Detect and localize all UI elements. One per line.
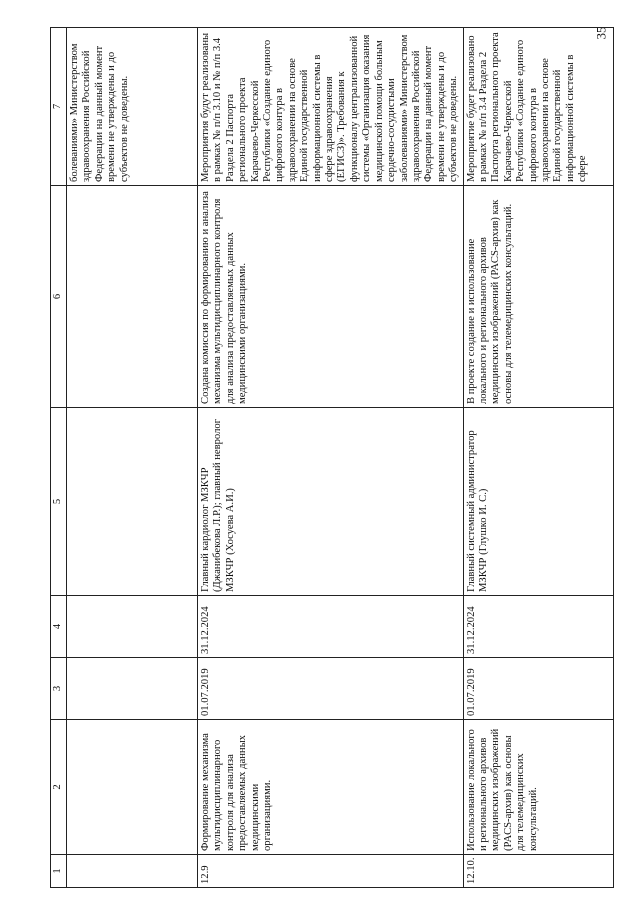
header-col-7: 7 <box>51 28 67 186</box>
header-row <box>51 28 67 888</box>
header-col-1: 1 <box>51 855 67 888</box>
result: Создана комиссия по формированию и анализа механизма мультидисциплинарного контроля для анализа предоставляемых данных медицинскими организациями. <box>198 186 464 408</box>
responsible: Главный кардиолог МЗКЧР (Джанибекова Л.Р.); главный невролог МЗКЧР (Хосуева А.И.) <box>198 408 464 596</box>
rotated-table <box>50 28 615 888</box>
end-date <box>67 596 198 658</box>
start-date: 01.07.2019 <box>463 658 613 720</box>
end-date: 31.12.2024 <box>463 596 613 658</box>
table-row <box>67 28 198 888</box>
result <box>67 186 198 408</box>
activity-name: Формирование механизма мультидисциплинарного контроля для анализа предоставляемых данных медицинскими организациями. <box>198 720 464 855</box>
header-col-3: 3 <box>51 658 67 720</box>
result: В проекте создание и использование локального и регионального архивов медицинских изображений (PACS-архив) как основы для телемедицинских консультаций. <box>463 186 613 408</box>
notes: болеваниями» Министерством здравоохранения Российской Федерации на данный момент времени не утверждены и до субъектов не доведены. <box>67 28 198 186</box>
activities-table <box>50 27 614 888</box>
end-date: 31.12.2024 <box>198 596 464 658</box>
page-number: 35 <box>593 26 609 40</box>
start-date <box>67 658 198 720</box>
header-col-2: 2 <box>51 720 67 855</box>
responsible: Главный системный администратор МЗКЧР (Глушко И. С.) <box>463 408 613 596</box>
row-number: 12.9 <box>198 855 464 888</box>
responsible <box>67 408 198 596</box>
activity-name: Использование локального и регионального архивов медицинских изображений (PACS-архив) как основы для телемедицинских консультаций. <box>463 720 613 855</box>
table-row <box>463 28 613 888</box>
rotated-table-wrapper <box>50 28 615 888</box>
header-col-6: 6 <box>51 186 67 408</box>
start-date: 01.07.2019 <box>198 658 464 720</box>
header-col-4: 4 <box>51 596 67 658</box>
notes: Мероприятия будут реализованы в рамках № п/п 3.10 и № п/п 3.4 Раздела 2 Паспорта регионального проекта Карачаево-Черкесской Республики «Создание единого цифрового контура в здравоохранении на основе Единой государственной информационной системы в сфере здравоохранения (ЕГИСЗ)». Требования к функционалу централизованной системы «Организация оказания медицинской помощи больным сердечно-сосудистыми заболеваниями» Министерством здравоохранения Российской Федерации на данный момент времени не утверждены и до субъектов не доведены. <box>198 28 464 186</box>
activity-name <box>67 720 198 855</box>
row-number: 12.10. <box>463 855 613 888</box>
header-col-5: 5 <box>51 408 67 596</box>
notes: Мероприятие будет реализовано в рамках № п/п 3.4 Раздела 2 Паспорта регионального проекта Карачаево-Черкесской Республики «Создание единого цифрового контура в здравоохранении на основе Единой государственной информационной системы в сфере <box>463 28 613 186</box>
table-row <box>198 28 464 888</box>
row-number <box>67 855 198 888</box>
